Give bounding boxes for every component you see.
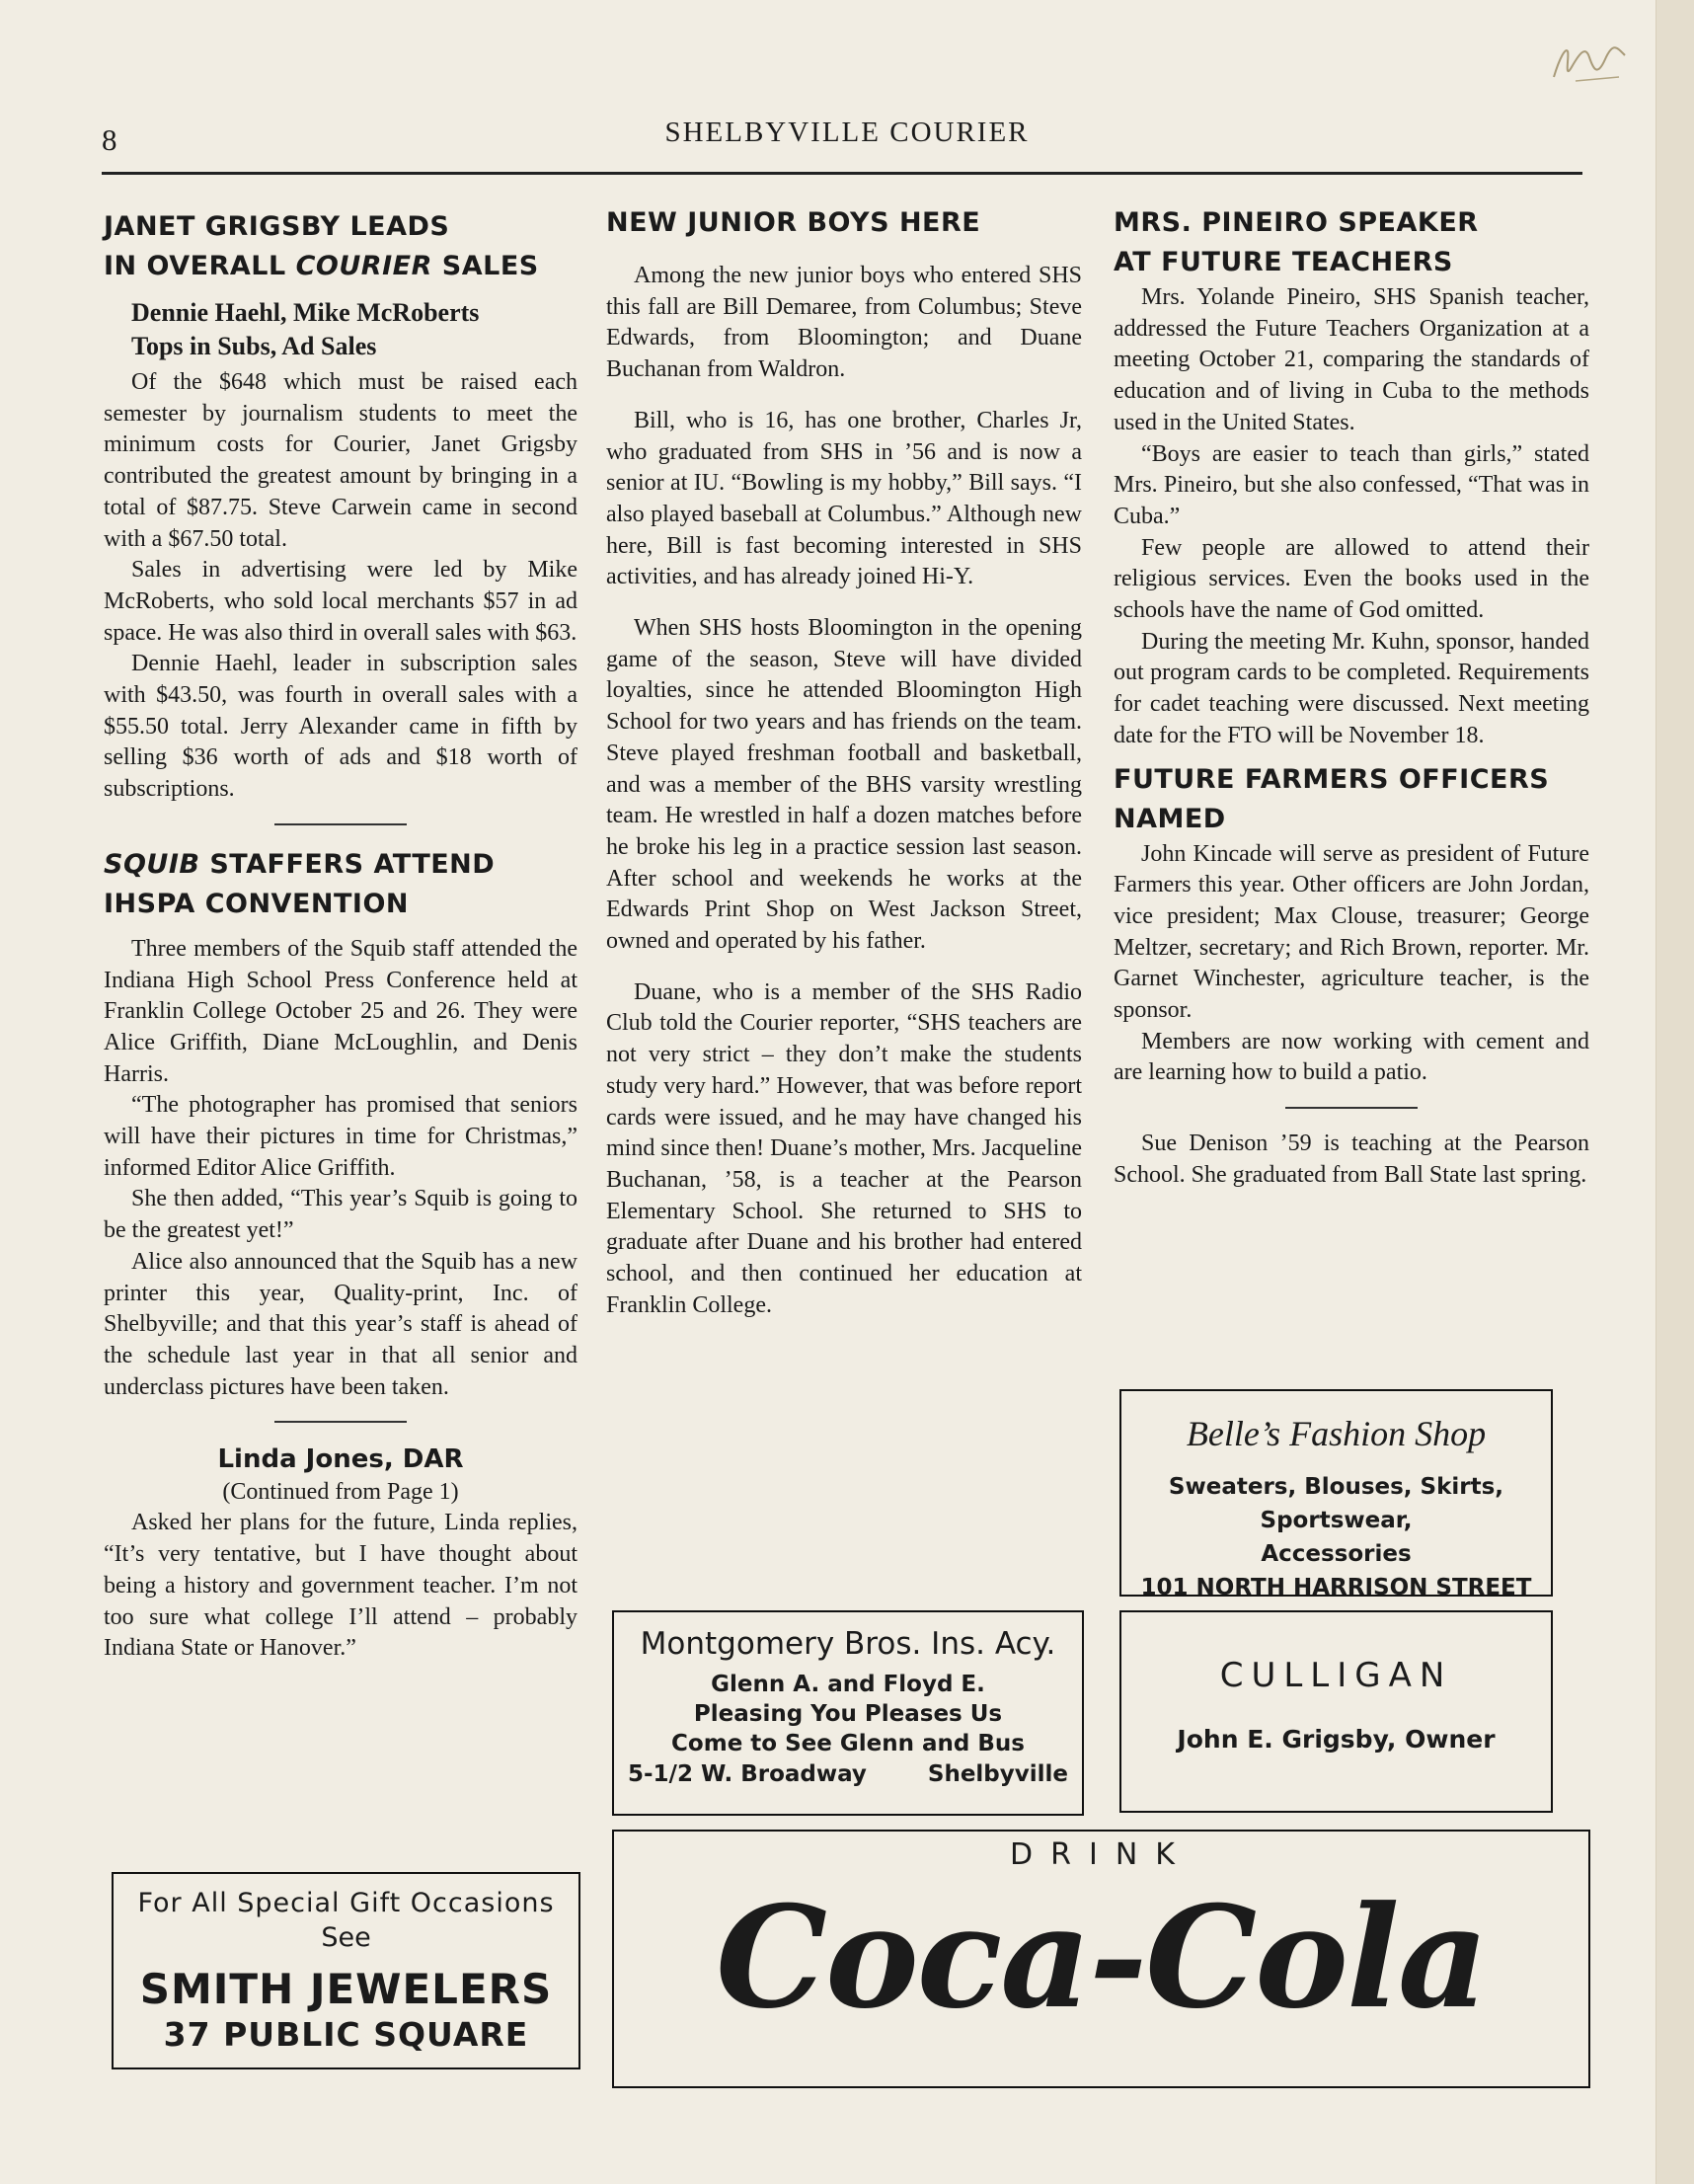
paragraph: “Boys are easier to teach than girls,” stated Mrs. Pineiro, but she also confessed, “That was in Cuba.” [1114,440,1589,529]
ad-business-name: Belle’s Fashion Shop [1186,1414,1487,1453]
page-number: 8 [102,122,117,157]
separator [1285,1107,1418,1109]
paragraph: Sue Denison ’59 is teaching at the Pearson School. She graduated from Ball State last spring. [1114,1131,1589,1188]
headline: Linda Jones, DAR [217,1444,464,1475]
paragraph: Bill, who is 16, has one brother, Charles Jr, who graduated from SHS in ’56 and is now a senior at IU. “Bowling is my hobby,” Bill says. “I also played baseball at Columbus.” Although new here, Bill is fast becoming interested in SHS activities, and has already joined Hi-Y. [606,407,1082,590]
page-edge [1656,0,1694,2184]
coca-cola-logo: Coca-Cola [716,1876,1487,2040]
paragraph: Few people are allowed to attend their religious services. Even the books used in the schools have the name of God omitted. [1114,534,1589,624]
ad-address-row [614,1758,1082,1790]
ad-business-name: SMITH JEWELERS [139,1965,553,2013]
paragraph: Dennie Haehl, leader in subscription sales with $43.50, was fourth in overall sales with a $55.50 total. Jerry Alexander came in fifth by selling $36 worth of ads and $18 worth of subscriptions. [104,651,578,803]
paragraph: During the meeting Mr. Kuhn, sponsor, handed out program cards to be completed. Requirements for cadet teaching were discussed. Next meeting date for the FTO will be November 18. [1114,628,1589,748]
paragraph: When SHS hosts Bloomington in the opening game of the season, Steve will have divided loyalties, since he attended Bloomington High School for two years and has friends on the team. Steve played freshman football and basketball, and was a member of the BHS varsity wrestling team. He wrestled in half a dozen matches before he broke his leg in a practice session last season. After school and weekends he works at the Edwards Print Shop on West Jackson Street, owned and operated by his father. [606,615,1082,955]
ad-address: 101 NORTH HARRISON STREET [1140,1575,1532,1600]
ad-business-name: CULLIGAN [1219,1656,1453,1695]
headline: MRS. PINEIRO SPEAKER [1114,207,1479,238]
headline: IHSPA CONVENTION [104,888,410,919]
headline: JANET GRIGSBY LEADS [104,211,450,242]
column-right [1114,203,1589,1192]
ad-text: For All Special Gift Occasions [137,1888,555,1918]
ad-address: 37 PUBLIC SQUARE [163,2015,529,2054]
paragraph: Sales in advertising were led by Mike McRoberts, who sold local merchants $57 in ad space. He was also third in overall sales with $63. [104,557,578,646]
subheadline: Dennie Haehl, Mike McRoberts [131,298,480,327]
ad-address: 5-1/2 W. Broadway [628,1761,867,1787]
ad-text: Accessories [1261,1541,1412,1567]
headline: SQUIB STAFFERS ATTEND [104,848,496,880]
ad-text: DRINK [1010,1837,1193,1872]
headline: FUTURE FARMERS OFFICERS NAMED [1114,763,1550,834]
paragraph: Members are now working with cement and are learning how to build a patio. [1114,1028,1589,1086]
paragraph: Three members of the Squib staff attended the Indiana High School Press Conference held at Franklin College October 25 and 26. They were Alice Griffith, Diane McLoughlin, and Denis Harris. [104,935,578,1087]
paragraph: “The photographer has promised that seniors will have their pictures in time for Christmas,” informed Editor Alice Griffith. [104,1092,578,1181]
header-rule [102,172,1582,175]
ad-culligan [1119,1610,1553,1813]
continued-note: (Continued from Page 1) [222,1479,459,1506]
ad-city: Shelbyville [927,1761,1068,1787]
column-middle [606,203,1082,1322]
headline: AT FUTURE TEACHERS [1114,247,1453,277]
paragraph: Duane, who is a member of the SHS Radio Club told the Courier reporter, “SHS teachers are not very strict – they don’t make the students study very hard.” However, that was before report cards were issued, and he may have changed his mind since then! Duane’s mother, Mrs. Jacqueline Buchanan, ’58, is a teacher at the Pearson Elementary School. She returned to SHS to graduate after Duane and his brother had entered school, and then continued her education at Franklin College. [606,978,1082,1318]
ad-montgomery-insurance [612,1610,1084,1816]
separator [274,823,407,825]
paragraph: Alice also announced that the Squib has a new printer this year, Quality-print, Inc. of Shelbyville; and that this year’s staff is ahead of the schedule last year in that all senior and underclass pictures have been taken. [104,1248,578,1400]
column-left [104,207,578,1665]
paragraph: Asked her plans for the future, Linda replies, “It’s very tentative, but I have thought about being a history and government teacher. I’m not too sure what college I’ll attend – probably Indiana State or Hanover.” [104,1510,578,1662]
ad-business-name: Montgomery Bros. Ins. Acy. [640,1626,1056,1662]
ad-text: Sweaters, Blouses, Skirts, Sportswear, [1168,1474,1504,1533]
separator [274,1421,407,1423]
ad-smith-jewelers [112,1872,580,2069]
subheadline: Tops in Subs, Ad Sales [131,332,377,360]
paragraph: She then added, “This year’s Squib is going to be the greatest yet!” [104,1186,578,1244]
paragraph: John Kincade will serve as president of Future Farmers this year. Other officers are John Jordan, vice president; Max Clouse, treasurer; George Meltzer, secretary; and Rich Brown, reporter. Mr. Garnet Winchester, agriculture teacher, is the sponsor. [1114,840,1589,1024]
ad-owner: John E. Grigsby, Owner [1177,1725,1496,1754]
ad-text: Come to See Glenn and Bus [671,1731,1025,1756]
ad-text: Pleasing You Pleases Us [693,1701,1003,1727]
pencil-mark [1546,38,1645,97]
headline: NEW JUNIOR BOYS HERE [606,207,981,238]
ad-coca-cola [612,1830,1590,2088]
publication-title: SHELBYVILLE COURIER [664,117,1030,148]
headline: IN OVERALL COURIER SALES [104,251,539,281]
paragraph: Of the $648 which must be raised each semester by journalism students to meet the minimum costs for Courier, Janet Grigsby contributed the greatest amount by bringing in a total of $87.75. Steve Carwein came in second with a $67.50 total. [104,369,578,552]
ad-text: See [321,1922,371,1953]
paragraph: Mrs. Yolande Pineiro, SHS Spanish teacher, addressed the Future Teachers Organization at a meeting October 21, comparing the standards of education and of living in Cuba to the methods used in the United States. [1114,284,1589,435]
ad-text: Glenn A. and Floyd E. [711,1672,985,1697]
paragraph: Among the new junior boys who entered SHS this fall are Bill Demaree, from Columbus; Steve Edwards, from Bloomington; and Duane Buchanan from Waldron. [606,263,1082,383]
ad-belles-fashion-shop [1119,1389,1553,1600]
